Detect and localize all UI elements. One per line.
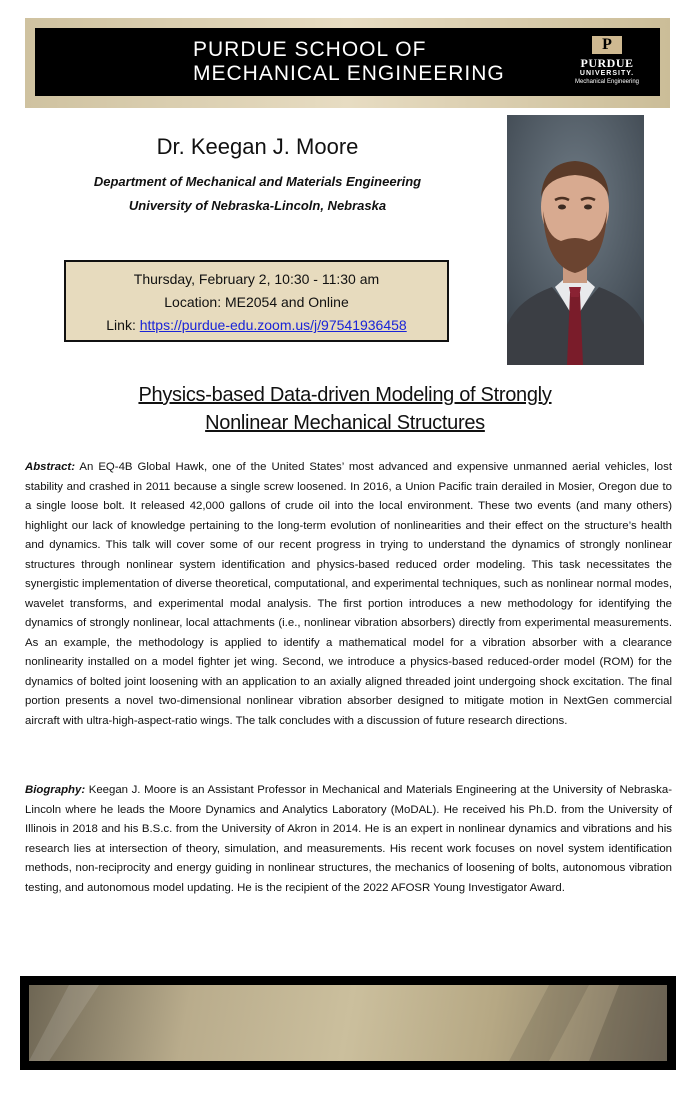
biography-paragraph	[25, 781, 672, 898]
speaker-name: Dr. Keegan J. Moore	[156, 134, 359, 159]
talk-title-line1: Physics-based Data-driven Modeling of Strongly	[138, 384, 552, 406]
logo-university: UNIVERSITY.	[579, 70, 635, 77]
school-title	[193, 38, 505, 86]
talk-title	[40, 381, 650, 437]
purdue-p-icon: P	[592, 36, 622, 54]
abstract-label: Abstract:	[25, 461, 76, 473]
zoom-link[interactable]: https://purdue-edu.zoom.us/j/97541936458	[139, 317, 407, 333]
footer-banner	[20, 976, 676, 1070]
footer-gold-band	[29, 985, 667, 1061]
biography-text: Keegan J. Moore is an Assistant Professor in Mechanical and Materials Engineering at the University of Nebraska-Lincoln where he leads the Moore Dynamics and Analytics Laboratory (MoDAL). He received his Ph.D. from the University of Illinois in 2018 and his B.S.c. from the University of Akron in 2014. He is an expert in nonlinear dynamics and vibrations and his research lies at intersection of theory, simulation, and measurements. His recent work focuses on novel system identification methods, non-reciprocity and energy guiding in nonlinear structures, the mechanics of loosening of bolts, autonomous vibration testing, and autonomous model updating. He is the recipient of the 2022 AFOSR Young Investigator Award.	[25, 784, 672, 894]
event-link-row	[66, 314, 447, 337]
header-banner	[25, 18, 670, 108]
abstract-paragraph	[25, 458, 672, 731]
event-info-box	[64, 260, 449, 342]
talk-title-line2: Nonlinear Mechanical Structures	[205, 412, 485, 434]
footer-texture-icon	[29, 985, 667, 1061]
purdue-logo	[572, 36, 642, 92]
speaker-department: Department of Mechanical and Materials Engineering	[93, 174, 422, 189]
abstract-text: An EQ-4B Global Hawk, one of the United States’ most advanced and expensive unmanned aerial vehicles, lost stability and crashed in 2011 because a single screw loosened. In 2016, a Union Pacific train derailed in Mosier, Oregon due to a single loose bolt. It released 42,000 gallons of crude oil into the local environment. These two events (and many others) highlight our lack of knowledge pertaining to the long-term evolution of nonlinearities and their effect on the structure’s health and dynamics. This talk will cover some of our recent progress in trying to understand the dynamics of strongly nonlinear structures through nonlinear system identification and physics-based reduced order modeling. This task necessitates the synergistic implementation of diverse theoretical, computational, and experimental techniques, such as nonlinear normal modes, wavelet transforms, and experimental modal analysis. The first portion introduces a new methodology for identifying the dynamics of strongly nonlinear, local attachments (i.e., nonlinear vibration absorbers) directly from experimental measurements. As an example, the methodology is applied to identify a mathematical model for a vibration absorber with a clearance nonlinearity installed on a model fighter jet wing. Second, we introduce a physics-based reduced-order model (ROM) for the dynamics of bolted joint loosening with an application to an axially aligned threaded joint undergoing shock excitation. The final portion presents a novel two-dimensional nonlinear vibration absorber designed to mitigate motion in NextGen commercial aircraft with ultra-high-aspect-ratio wings. The talk concludes with a discussion of future research directions.	[25, 461, 672, 727]
speaker-portrait-icon	[507, 115, 644, 365]
speaker-affiliation	[60, 170, 455, 218]
school-title-line2: MECHANICAL ENGINEERING	[193, 62, 505, 85]
event-location: Location: ME2054 and Online	[164, 294, 349, 310]
speaker-university: University of Nebraska-Lincoln, Nebraska	[128, 198, 387, 213]
logo-name: PURDUE	[580, 56, 634, 70]
school-title-line1: PURDUE SCHOOL OF	[193, 38, 427, 61]
header-black-band	[35, 28, 660, 96]
biography-label: Biography:	[25, 784, 86, 796]
speaker-photo	[507, 115, 644, 365]
event-link-label: Link:	[106, 317, 140, 333]
logo-department: Mechanical Engineering	[574, 79, 640, 85]
event-datetime: Thursday, February 2, 10:30 - 11:30 am	[133, 271, 380, 287]
